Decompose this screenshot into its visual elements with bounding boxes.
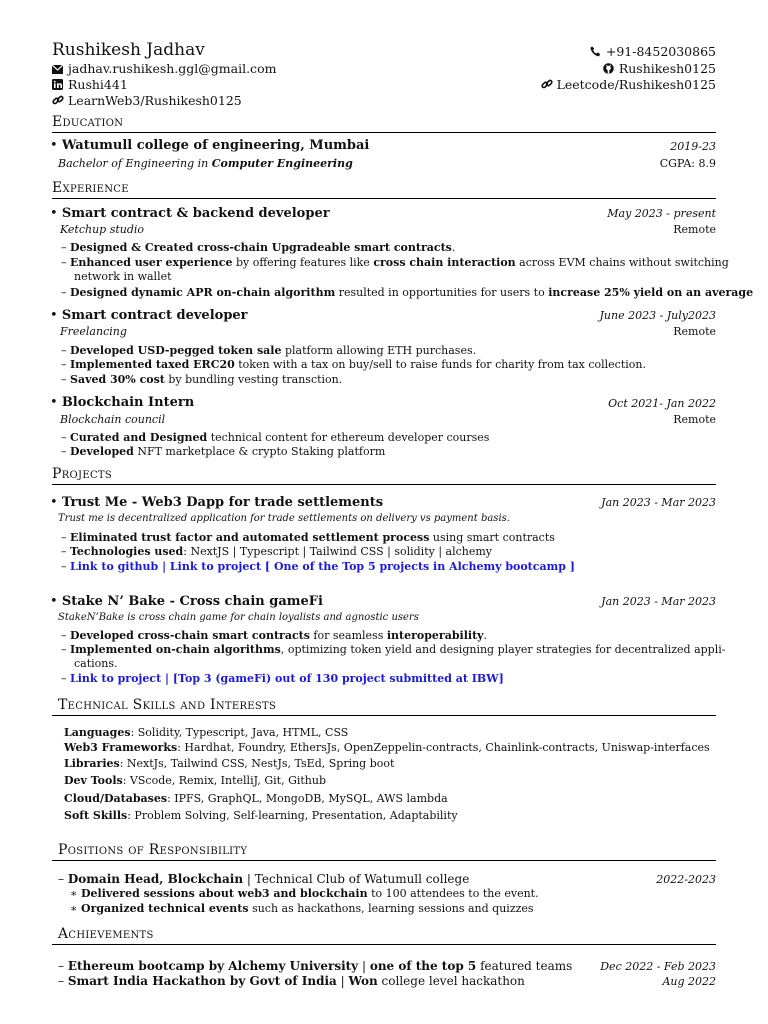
dash-marker: –	[61, 358, 67, 371]
skills-heading: Technical Skills and Interests	[58, 697, 277, 713]
item-bold: one of the top 5	[369, 959, 477, 973]
item-text: resulted in opportunities for users to	[335, 286, 549, 299]
item-text: NFT marketplace & crypto Staking platform	[133, 445, 386, 458]
bullet: •	[50, 206, 58, 221]
dash-marker: –	[58, 959, 64, 973]
project-link[interactable]: Link to project | [Top 3 (gameFi) out of 130 project submitted at IBW]	[70, 672, 504, 685]
list-item	[61, 358, 646, 372]
job-company: Freelancing	[60, 325, 127, 338]
dash-marker: –	[61, 545, 67, 558]
education-degree	[58, 157, 353, 171]
project-title	[50, 594, 323, 610]
project-description: StakeN’Bake is cross chain game for chain loyalists and agnostic users	[58, 612, 419, 623]
skill-row	[64, 726, 348, 740]
skill-value: : IPFS, GraphQL, MongoDB, MySQL, AWS lambda	[167, 792, 448, 805]
item-text: token with a tax on buy/sell to raise funds for charity from tax collection.	[234, 358, 646, 371]
dash-marker: –	[61, 445, 67, 458]
item-text: |	[336, 974, 349, 988]
experience-heading: Experience	[52, 180, 129, 196]
linkedin-text[interactable]: Rushi441	[68, 77, 128, 92]
job-location: Remote	[673, 223, 716, 236]
job-title	[50, 308, 248, 324]
list-item	[61, 373, 342, 387]
project-dates: Jan 2023 - Mar 2023	[601, 595, 716, 608]
item-bold: increase 25% yield on an average	[548, 286, 754, 299]
bullet: •	[50, 308, 58, 323]
achievement-item	[58, 974, 525, 989]
phone-text[interactable]: +91-8452030865	[605, 44, 716, 59]
list-item	[61, 531, 555, 545]
leetcode-text[interactable]: Leetcode/Rushikesh0125	[556, 77, 716, 92]
skill-label: Languages	[64, 726, 131, 739]
item-text: .	[483, 629, 488, 642]
project-title-text: Stake N’ Bake - Cross chain gameFi	[61, 594, 323, 609]
list-item	[61, 286, 753, 300]
list-item-continuation: cations.	[74, 657, 118, 670]
project-links[interactable]	[61, 672, 504, 686]
item-bold: cross chain interaction	[373, 256, 516, 269]
item-bold: Delivered sessions about web3 and blockchain	[80, 887, 368, 900]
section-divider	[52, 484, 716, 485]
job-title	[50, 395, 194, 411]
learnweb3-line[interactable]	[52, 93, 242, 108]
job-dates: Oct 2021- Jan 2022	[608, 397, 716, 410]
role-org: | Technical Club of Watumull college	[243, 872, 470, 886]
dash-marker: –	[61, 672, 67, 685]
item-text: for seamless	[309, 629, 387, 642]
degree-prefix: Bachelor of Engineering in	[58, 157, 212, 170]
list-item	[61, 643, 725, 657]
job-company: Ketchup studio	[60, 223, 145, 236]
skill-row	[64, 792, 448, 806]
job-title	[50, 206, 330, 222]
bullet: •	[50, 395, 58, 410]
item-text: college level hackathon	[377, 974, 525, 988]
project-description: Trust me is decentralized application for trade settlements on delivery vs payment basis.	[58, 513, 510, 524]
project-link[interactable]: Link to github | Link to project [ One of the Top 5 projects in Alchemy bootcamp ]	[70, 560, 575, 573]
link-icon	[52, 94, 64, 106]
item-bold: Implemented taxed ERC20	[70, 358, 235, 371]
job-dates: June 2023 - July2023	[599, 309, 716, 322]
item-text: .	[451, 241, 456, 254]
skill-label: Cloud/Databases	[64, 792, 168, 805]
project-links[interactable]	[61, 560, 575, 574]
item-bold: Designed & Created cross-chain Upgradeable smart contracts	[70, 241, 452, 254]
item-bold: Ethereum bootcamp by Alchemy University	[67, 959, 359, 973]
item-bold: Smart India Hackathon by Govt of India	[67, 974, 337, 988]
item-bold: Developed cross-chain smart contracts	[70, 629, 310, 642]
star-marker: ∗	[70, 902, 78, 915]
education-heading: Education	[52, 114, 124, 130]
job-location: Remote	[673, 325, 716, 338]
linkedin-icon	[52, 79, 64, 90]
project-dates: Jan 2023 - Mar 2023	[601, 496, 716, 509]
skill-value: : NextJs, Tailwind CSS, NestJs, TsEd, Spring boot	[119, 757, 395, 770]
list-item	[61, 256, 729, 270]
dash-marker: –	[61, 531, 67, 544]
dash-marker: –	[61, 431, 67, 444]
job-location: Remote	[673, 413, 716, 426]
item-bold: Curated and Designed	[70, 431, 208, 444]
item-bold: interoperability	[386, 629, 484, 642]
section-divider	[52, 198, 716, 199]
achievement-dates: Aug 2022	[662, 975, 716, 988]
item-text: , optimizing token yield and designing player strategies for decentralized appli-	[280, 643, 726, 656]
item-text: platform allowing ETH purchases.	[281, 344, 477, 357]
section-divider	[52, 944, 716, 945]
item-text: across EVM chains without switching	[515, 256, 729, 269]
list-item	[70, 902, 534, 916]
dash-marker: –	[61, 344, 67, 357]
learnweb3-text[interactable]: LearnWeb3/Rushikesh0125	[68, 93, 242, 108]
dash-marker: –	[61, 286, 67, 299]
skill-row	[64, 774, 326, 788]
job-dates: May 2023 - present	[607, 207, 716, 220]
item-text: to 100 attendees to the event.	[367, 887, 539, 900]
achievements-heading: Achievements	[58, 926, 154, 942]
list-item	[70, 887, 539, 901]
item-bold: Implemented on-chain algorithms	[70, 643, 281, 656]
item-text: |	[358, 959, 370, 973]
github-line[interactable]	[603, 61, 716, 76]
skill-label: Web3 Frameworks	[64, 741, 178, 754]
education-school	[50, 138, 369, 154]
linkedin-line[interactable]	[52, 77, 128, 92]
bullet: •	[50, 594, 58, 609]
job-title-text: Smart contract & backend developer	[61, 206, 330, 221]
item-text: by bundling vesting transction.	[164, 373, 343, 386]
leetcode-line[interactable]	[541, 77, 716, 92]
skill-row	[64, 809, 458, 823]
degree-field: Computer Engineering	[211, 157, 353, 170]
projects-heading: Projects	[52, 466, 113, 482]
project-title-text: Trust Me - Web3 Dapp for trade settlements	[61, 495, 384, 510]
positions-heading: Positions of Responsibility	[58, 842, 248, 858]
skill-label: Libraries	[64, 757, 120, 770]
github-text[interactable]: Rushikesh0125	[618, 61, 716, 76]
job-title-text: Smart contract developer	[61, 308, 248, 323]
item-text: using smart contracts	[429, 531, 555, 544]
education-dates: 2019-23	[670, 140, 716, 153]
phone-line[interactable]	[590, 44, 716, 59]
email-text[interactable]: jadhav.rushikesh.ggl@gmail.com	[68, 61, 277, 76]
skill-value: : VScode, Remix, IntelliJ, Git, Github	[122, 774, 327, 787]
item-bold: Developed	[70, 445, 134, 458]
bullet: •	[50, 138, 58, 153]
skill-label: Dev Tools	[64, 774, 123, 787]
job-company: Blockchain council	[60, 413, 166, 426]
dash-marker: –	[58, 974, 64, 988]
dash-marker: –	[61, 373, 67, 386]
section-divider	[52, 132, 716, 133]
item-bold: Technologies used	[70, 545, 184, 558]
item-bold: Designed dynamic APR on-chain algorithm	[70, 286, 336, 299]
skill-value: : Problem Solving, Self-learning, Presentation, Adaptability	[127, 809, 458, 822]
candidate-name: Rushikesh Jadhav	[52, 40, 205, 60]
item-bold: Developed USD-pegged token sale	[70, 344, 282, 357]
dash-marker: –	[61, 629, 67, 642]
school-name: Watumull college of engineering, Mumbai	[61, 138, 370, 153]
section-divider	[52, 715, 716, 716]
email-line[interactable]	[52, 61, 276, 76]
github-icon	[603, 63, 615, 74]
skill-row	[64, 741, 710, 755]
list-item	[61, 545, 492, 559]
dash-marker: –	[61, 241, 67, 254]
bullet: •	[50, 495, 58, 510]
position-role	[58, 872, 469, 887]
phone-icon	[590, 46, 602, 57]
item-bold: Saved 30% cost	[70, 373, 165, 386]
list-item	[61, 445, 385, 459]
link-icon	[541, 78, 553, 90]
list-item	[61, 431, 489, 445]
education-cgpa: CGPA: 8.9	[659, 157, 716, 170]
dash-marker: –	[61, 560, 67, 573]
achievement-item	[58, 959, 572, 974]
job-title-text: Blockchain Intern	[61, 395, 195, 410]
skill-label: Soft Skills	[64, 809, 128, 822]
skill-row	[64, 757, 394, 771]
item-bold: Won	[348, 974, 378, 988]
item-text: featured teams	[476, 959, 573, 973]
item-text: : NextJS | Typescript | Tailwind CSS | solidity | alchemy	[183, 545, 493, 558]
achievement-dates: Dec 2022 - Feb 2023	[600, 960, 716, 973]
item-bold: Eliminated trust factor and automated settlement process	[70, 531, 430, 544]
list-item	[61, 344, 476, 358]
item-text: by offering features like	[232, 256, 374, 269]
item-text: technical content for ethereum developer courses	[207, 431, 490, 444]
item-bold: Enhanced user experience	[70, 256, 233, 269]
section-divider	[52, 860, 716, 861]
role-title: Domain Head, Blockchain	[67, 872, 244, 886]
list-item-continuation: network in wallet	[74, 270, 172, 283]
project-title	[50, 495, 383, 511]
item-text: such as hackathons, learning sessions and quizzes	[248, 902, 534, 915]
position-dates: 2022-2023	[656, 873, 716, 886]
star-marker: ∗	[70, 887, 78, 900]
dash-marker: –	[61, 643, 67, 656]
item-bold: Organized technical events	[80, 902, 249, 915]
skill-value: : Hardhat, Foundry, EthersJs, OpenZeppelin-contracts, Chainlink-contracts, Uniswap-interfaces	[177, 741, 710, 754]
list-item	[61, 629, 487, 643]
envelope-icon	[52, 65, 64, 74]
skill-value: : Solidity, Typescript, Java, HTML, CSS	[130, 726, 349, 739]
dash-marker: –	[58, 872, 64, 886]
dash-marker: –	[61, 256, 67, 269]
list-item	[61, 241, 455, 255]
